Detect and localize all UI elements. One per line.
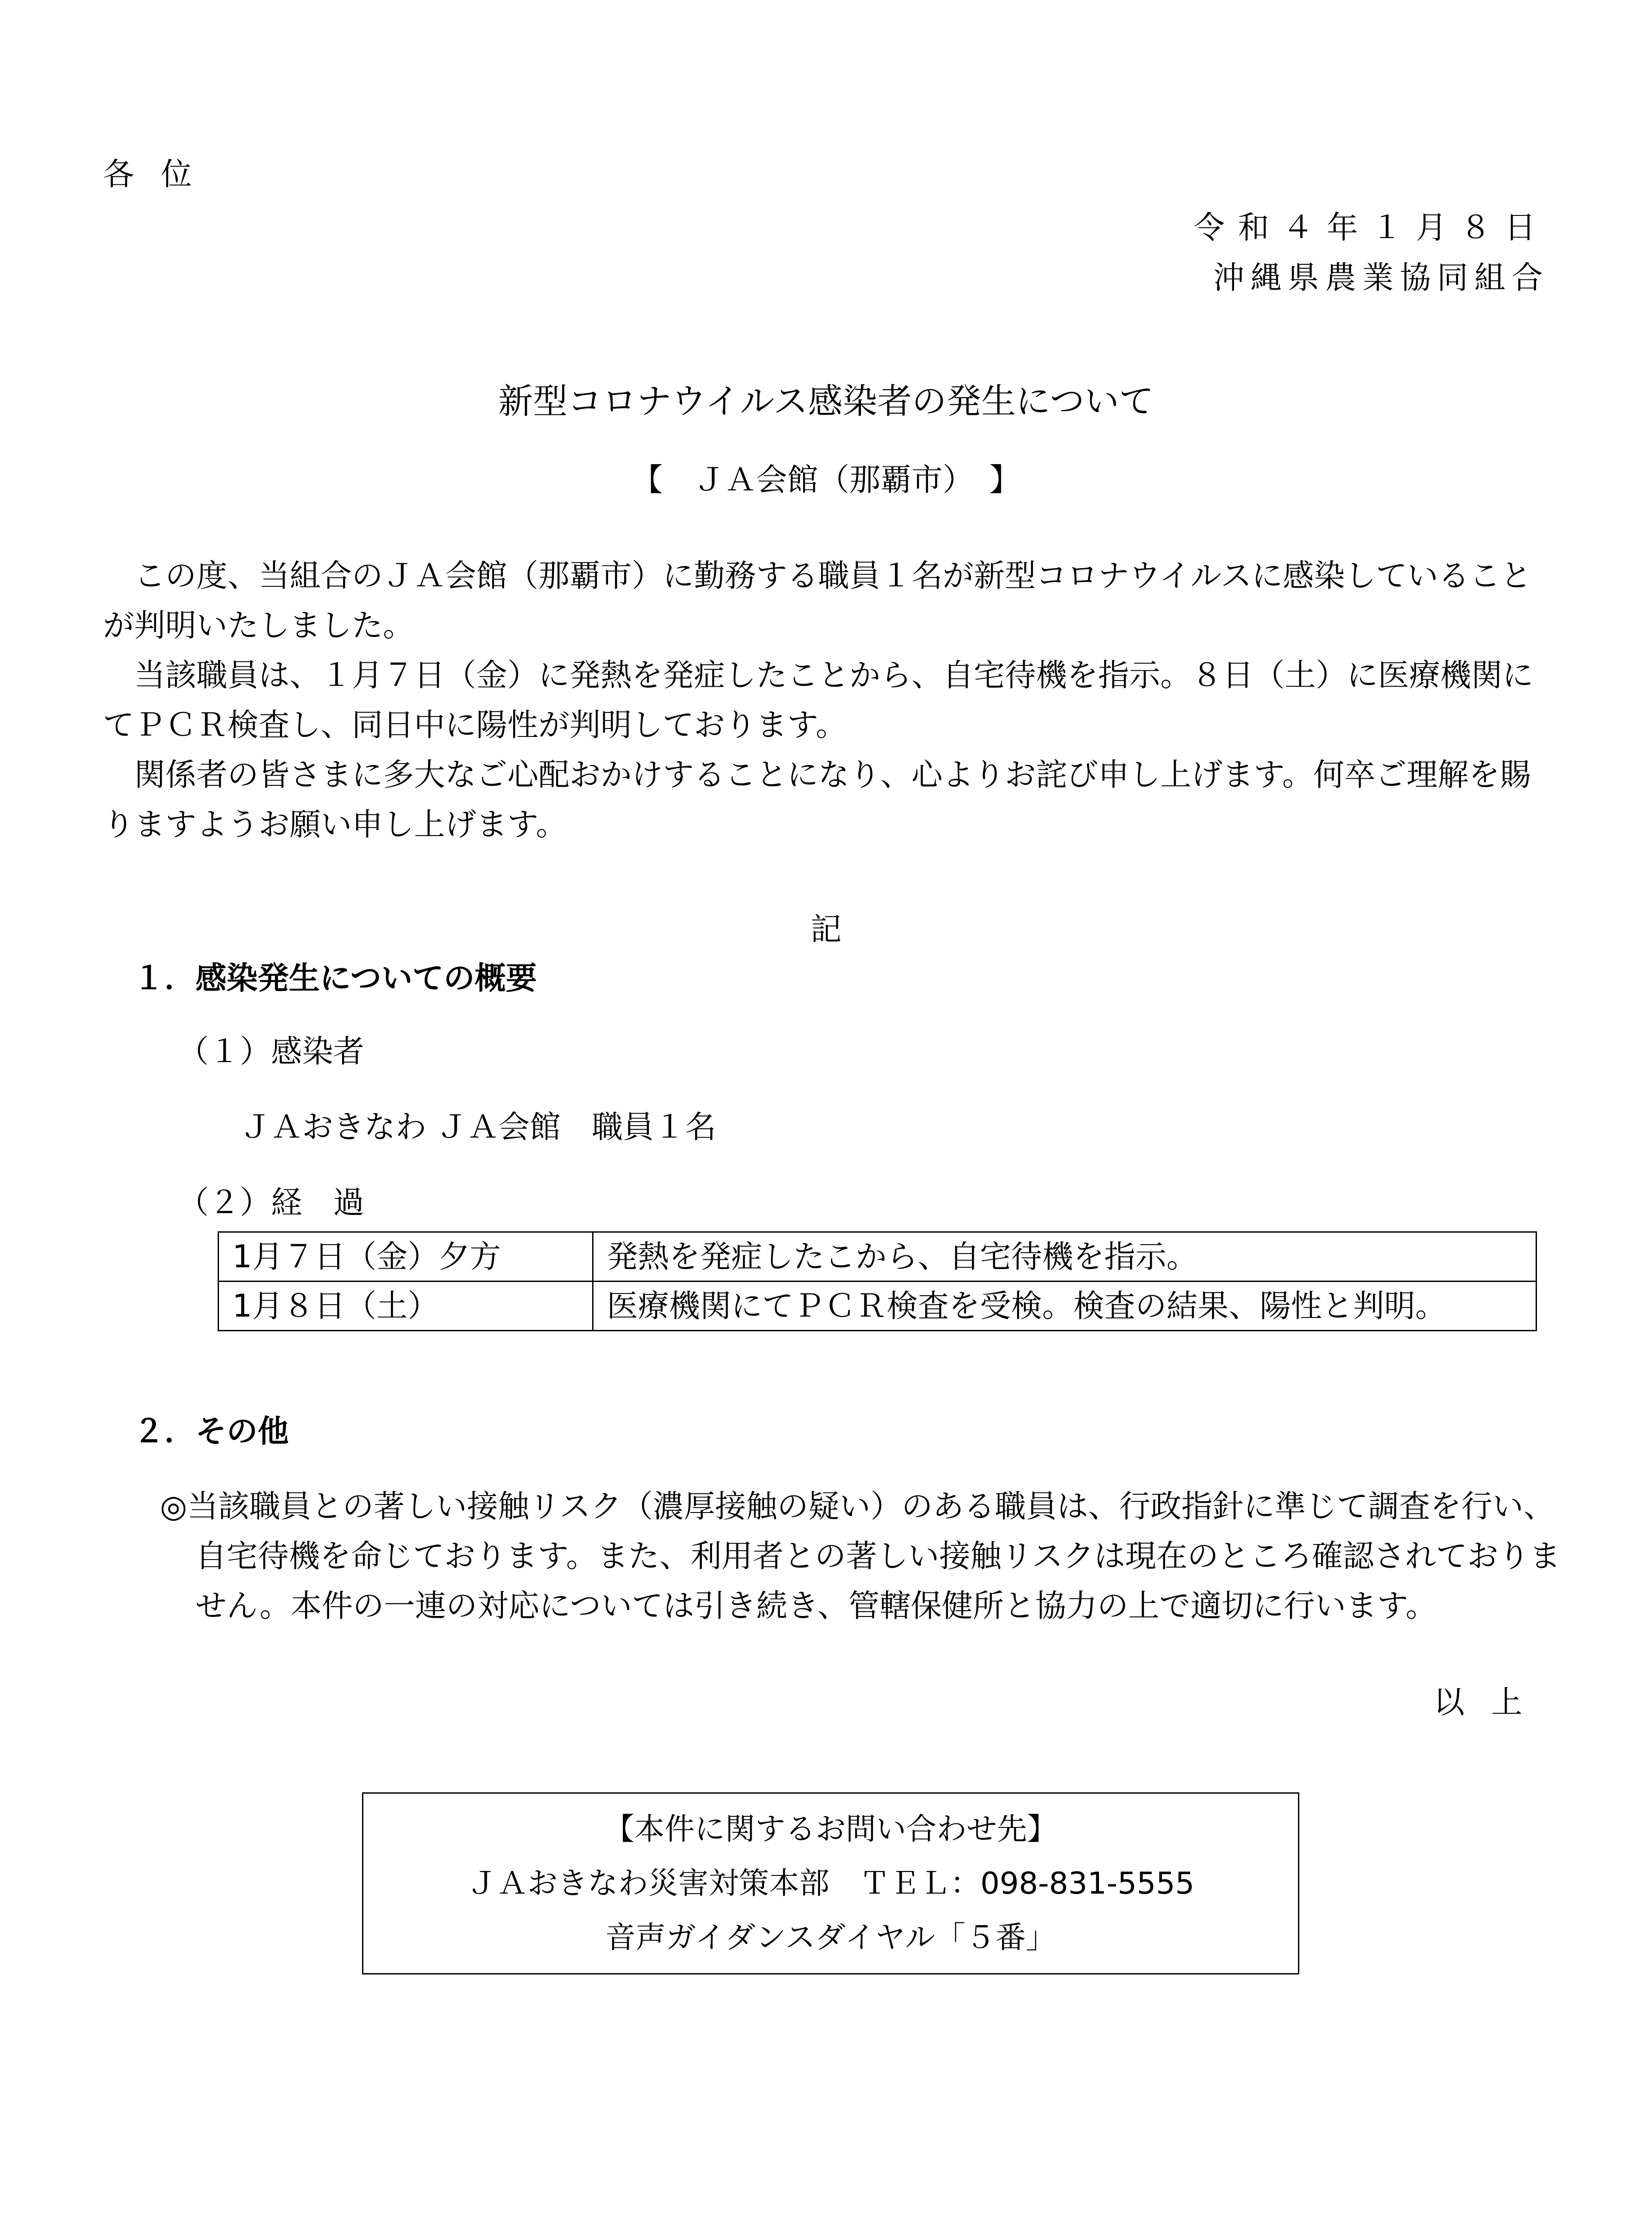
addressee: 各位 — [103, 156, 219, 192]
table-row — [219, 1232, 1537, 1282]
body-paragraph: この度、当組合のＪＡ会館（那覇市）に勤務する職員１名が新型コロナウイルスに感染していることが判明いたしました。 — [103, 557, 1532, 644]
timeline-label: （２）経 過 — [178, 1184, 364, 1221]
infected-label: （１）感染者 — [178, 1033, 364, 1070]
section2-heading: ２．その他 — [133, 1413, 289, 1449]
document-title: 新型コロナウイルス感染者の発生について — [498, 382, 1154, 422]
body-paragraph: 関係者の皆さまに多大なご心配おかけすることになり、心よりお詫び申し上げます。何卒ご理解を賜りますようお願い申し上げます。 — [103, 756, 1531, 843]
table-row — [219, 1282, 1537, 1331]
infected-value: ＪＡおきなわ ＪＡ会館 職員１名 — [240, 1109, 717, 1145]
document-subtitle: 【 ＪＡ会館（那覇市） 】 — [632, 462, 1020, 498]
timeline-table — [218, 1231, 1537, 1331]
timeline-event: 医療機関にてＰＣＲ検査を受検。検査の結果、陽性と判明。 — [593, 1282, 1537, 1331]
sender-organization: 沖縄県農業協同組合 — [1213, 259, 1549, 296]
closing-mark: 以上 — [1433, 1684, 1549, 1720]
contact-box — [362, 1792, 1299, 1974]
ki-mark: 記 — [810, 911, 842, 947]
timeline-date: 1月８日（土） — [219, 1282, 593, 1331]
contact-heading: 【本件に関するお問い合わせ先】 — [604, 1812, 1057, 1847]
timeline-event: 発熱を発症したこから、自宅待機を指示。 — [593, 1232, 1537, 1282]
body-paragraph: 当該職員は、１月７日（金）に発熱を発症したことから、自宅待機を指示。８日（土）に医療機関にてＰＣＲ検査し、同日中に陽性が判明しております。 — [103, 657, 1533, 743]
timeline-date: 1月７日（金）夕方 — [219, 1232, 593, 1282]
body-text — [103, 551, 1549, 849]
section1-heading: １．感染発生についての概要 — [133, 960, 537, 996]
document-date: 令和４年１月８日 — [1194, 209, 1549, 246]
contact-phone: ＪＡおきなわ災害対策本部 ＴＥＬ：098-831-5555 — [467, 1866, 1194, 1901]
section2-note: ◎当該職員との著しい接触リスク（濃厚接触の疑い）のある職員は、行政指針に準じて調査を行い、自宅待機を命じております。また、利用者との著しい接触リスクは現在のところ確認されておりません。本件の一連の対応については引き続き、管轄保健所と協力の上で適切に行います。 — [160, 1488, 1560, 1624]
contact-dial: 音声ガイダンスダイヤル「５番」 — [605, 1920, 1056, 1955]
